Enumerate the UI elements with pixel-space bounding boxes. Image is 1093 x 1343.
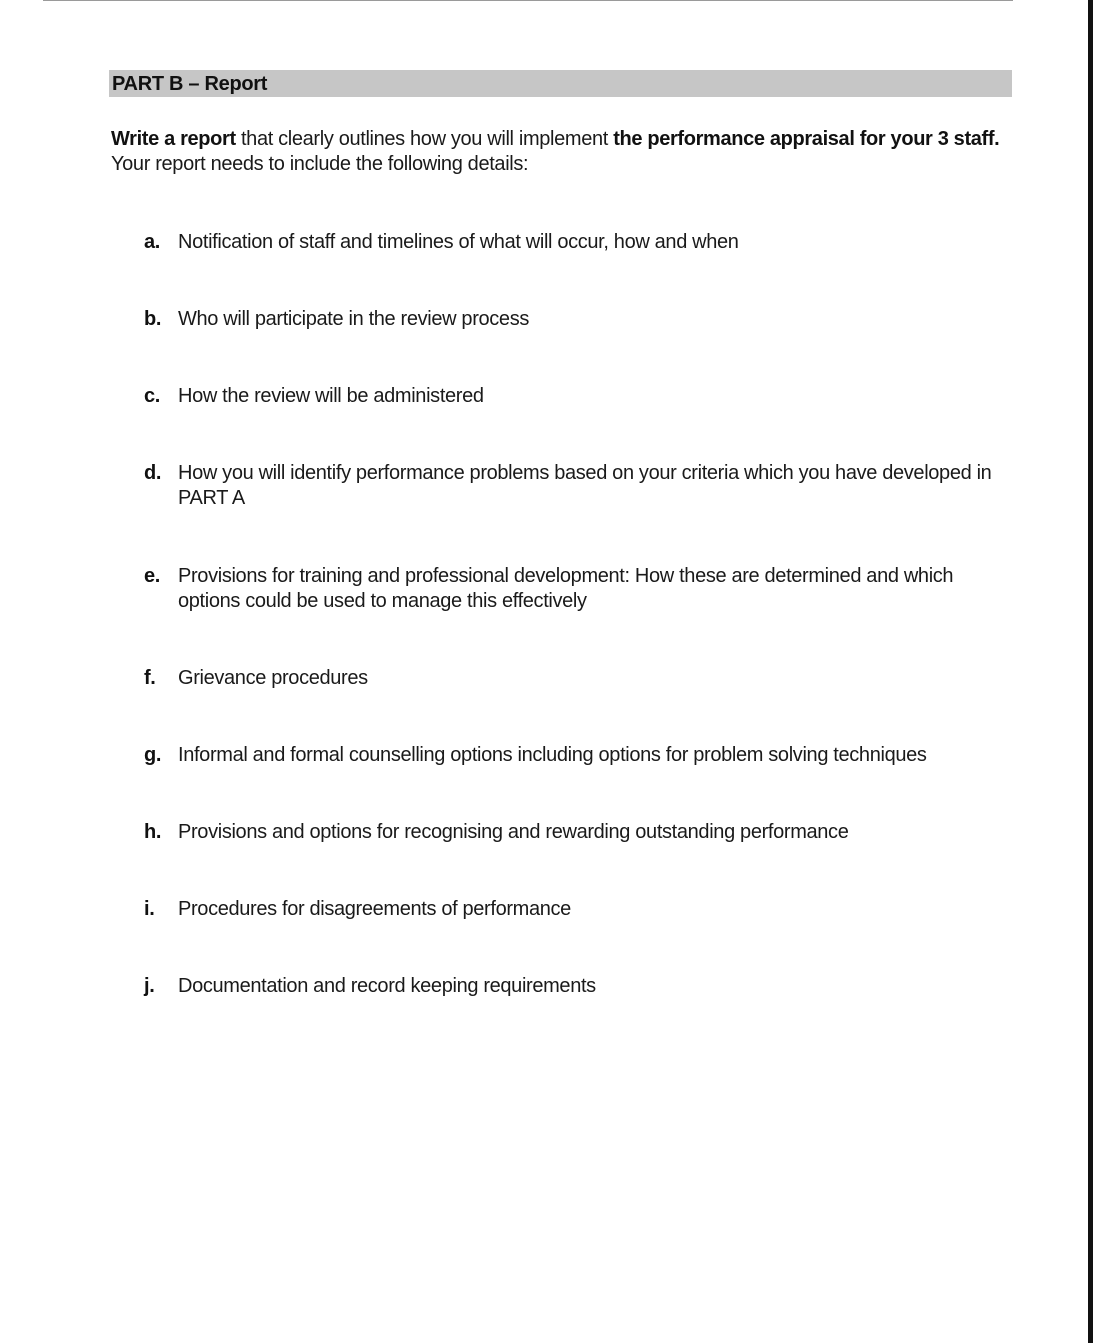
item-letter: d. <box>144 462 162 484</box>
item-text: How the review will be administered <box>178 385 484 407</box>
item-text: Informal and formal counselling options including options for problem solving techniques <box>178 744 927 766</box>
intro-bold-mid: the performance appraisal for your 3 staff. <box>613 128 1000 150</box>
item-letter: e. <box>144 565 160 587</box>
requirement-item-h <box>144 820 1014 845</box>
requirement-item-b <box>144 307 1014 332</box>
item-text: How you will identify performance problems based on your criteria which you have developed in PART A <box>178 462 992 509</box>
top-divider <box>43 0 1013 1</box>
intro-text-1: that clearly outlines how you will implement <box>235 128 614 150</box>
item-letter: f. <box>144 667 156 689</box>
intro-bold-lead: Write a report <box>111 128 236 150</box>
item-letter: j. <box>144 975 155 997</box>
item-text: Notification of staff and timelines of what will occur, how and when <box>178 231 739 253</box>
item-text: Documentation and record keeping requirements <box>178 975 596 997</box>
item-text: Who will participate in the review process <box>178 308 530 330</box>
requirement-item-g <box>144 743 1014 768</box>
item-letter: c. <box>144 385 160 407</box>
requirement-item-a <box>144 230 1014 255</box>
requirement-item-d <box>144 461 1014 511</box>
requirement-item-i <box>144 897 1014 922</box>
requirement-item-e <box>144 564 1014 614</box>
item-text: Provisions for training and professional development: How these are determined and which options could be used to manage this effectively <box>178 565 954 612</box>
section-heading: PART B – Report <box>109 70 1012 97</box>
item-text: Provisions and options for recognising and rewarding outstanding performance <box>178 821 849 843</box>
intro-text-2: Your report needs to include the following details: <box>111 153 529 175</box>
requirement-item-j <box>144 974 1014 999</box>
item-letter: b. <box>144 308 162 330</box>
requirement-item-c <box>144 384 1014 409</box>
requirement-item-f <box>144 666 1014 691</box>
item-text: Procedures for disagreements of performance <box>178 898 571 920</box>
intro-paragraph <box>111 127 1016 177</box>
item-letter: i. <box>144 898 155 920</box>
item-letter: a. <box>144 231 160 253</box>
item-letter: g. <box>144 744 162 766</box>
item-text: Grievance procedures <box>178 667 368 689</box>
item-letter: h. <box>144 821 162 843</box>
page-right-edge <box>1088 0 1093 1343</box>
